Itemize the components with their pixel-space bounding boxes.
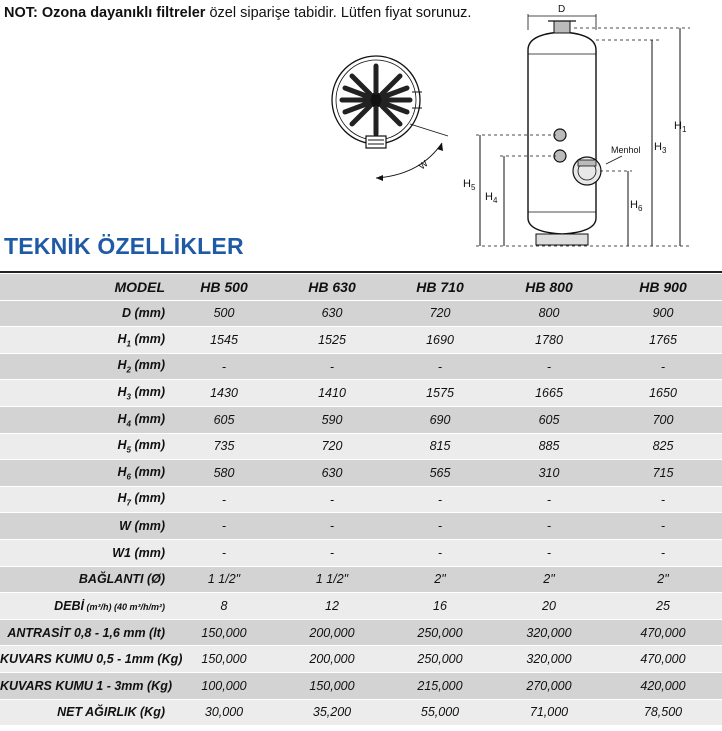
table-cell: 8 (170, 593, 278, 620)
row-label: $H_1$ (mm) (0, 327, 170, 354)
table-cell: 1 1/2" (278, 566, 386, 593)
label-menhol: Menhol (611, 145, 641, 155)
label-h5: $H_5$ (463, 178, 476, 192)
table-cell: 590 (278, 406, 386, 433)
table-cell: - (604, 353, 722, 380)
note-bold: NOT: Ozona dayanıklı filtreler (4, 5, 206, 21)
table-cell: 2" (386, 566, 494, 593)
table-cell: - (386, 353, 494, 380)
table-cell: 25 (604, 593, 722, 620)
table-cell: 470,000 (604, 646, 722, 673)
table-body (0, 300, 722, 726)
table-row (0, 593, 722, 620)
table-cell: 605 (170, 406, 278, 433)
row-label: $H_7$ (mm) (0, 486, 170, 513)
table-cell: 30,000 (170, 699, 278, 726)
row-label: ANTRASİT 0,8 - 1,6 mm (lt) (0, 619, 170, 646)
label-h3: $H_3$ (654, 141, 667, 155)
table-cell: 2" (604, 566, 722, 593)
table-cell: 815 (386, 433, 494, 460)
table-cell: - (604, 539, 722, 566)
table-row (0, 460, 722, 487)
header-model-4: HB 800 (494, 274, 604, 301)
table-cell: 16 (386, 593, 494, 620)
table-cell: 720 (278, 433, 386, 460)
table-row (0, 406, 722, 433)
table-cell: 55,000 (386, 699, 494, 726)
table-cell: 310 (494, 460, 604, 487)
header-model-5: HB 900 (604, 274, 722, 301)
table-cell: 470,000 (604, 619, 722, 646)
table-cell: 800 (494, 300, 604, 327)
table-cell: 1410 (278, 380, 386, 407)
table-cell: - (386, 513, 494, 540)
side-view-drawing (476, 14, 690, 246)
label-d: D (558, 4, 566, 15)
row-label: KUVARS KUMU 0,5 - 1mm (Kg) (0, 646, 170, 673)
table-cell: 720 (386, 300, 494, 327)
top-view-drawing (332, 56, 448, 181)
table-row (0, 327, 722, 354)
table-cell: 270,000 (494, 672, 604, 699)
table-cell: - (494, 486, 604, 513)
specs-table (0, 273, 722, 726)
table-cell: 825 (604, 433, 722, 460)
table-cell: 690 (386, 406, 494, 433)
row-label: W (mm) (0, 513, 170, 540)
table-cell: 900 (604, 300, 722, 327)
table-cell: 1575 (386, 380, 494, 407)
row-label: KUVARS KUMU 1 - 3mm (Kg) (0, 672, 170, 699)
table-cell: 71,000 (494, 699, 604, 726)
table-cell: - (494, 513, 604, 540)
row-label: NET AĞIRLIK (Kg) (0, 699, 170, 726)
table-cell: 885 (494, 433, 604, 460)
row-label: W1 (mm) (0, 539, 170, 566)
table-cell: 100,000 (170, 672, 278, 699)
row-label: $H_6$ (mm) (0, 460, 170, 487)
label-h1: $H_1$ (674, 120, 687, 134)
table-cell: 630 (278, 300, 386, 327)
table-cell: 1 1/2" (170, 566, 278, 593)
label-h6: $H_6$ (630, 199, 643, 213)
table-cell: 250,000 (386, 619, 494, 646)
label-w: W (416, 158, 430, 172)
table-cell: - (278, 539, 386, 566)
table-cell: 1690 (386, 327, 494, 354)
table-row (0, 646, 722, 673)
table-cell: - (170, 353, 278, 380)
filter-diagram (0, 0, 722, 260)
table-cell: - (278, 486, 386, 513)
table-cell: 700 (604, 406, 722, 433)
table-cell: 500 (170, 300, 278, 327)
row-label: $H_4$ (mm) (0, 406, 170, 433)
label-h4: $H_4$ (485, 191, 498, 205)
table-cell: - (170, 486, 278, 513)
table-cell: 150,000 (170, 619, 278, 646)
note-rest: özel siparişe tabidir. Lütfen fiyat sorunuz. (205, 5, 472, 21)
section-title: TEKNİK ÖZELLİKLER (4, 233, 244, 259)
row-label: $H_5$ (mm) (0, 433, 170, 460)
table-row (0, 619, 722, 646)
table-cell: 735 (170, 433, 278, 460)
row-label: DEBİ (m³/h) (40 m³/h/m²) (0, 593, 170, 620)
table-row (0, 566, 722, 593)
table-cell: - (170, 539, 278, 566)
table-cell: 1665 (494, 380, 604, 407)
table-cell: 35,200 (278, 699, 386, 726)
table-cell: 1525 (278, 327, 386, 354)
table-cell: - (278, 513, 386, 540)
table-cell: 565 (386, 460, 494, 487)
table-cell: 215,000 (386, 672, 494, 699)
header-model-3: HB 710 (386, 274, 494, 301)
table-cell: 1430 (170, 380, 278, 407)
table-cell: - (494, 353, 604, 380)
table-cell: 12 (278, 593, 386, 620)
header-model-label: MODEL (0, 274, 170, 301)
header-model-1: HB 500 (170, 274, 278, 301)
table-cell: 420,000 (604, 672, 722, 699)
table-cell: 20 (494, 593, 604, 620)
table-cell: - (170, 513, 278, 540)
table-row (0, 539, 722, 566)
table-cell: 1650 (604, 380, 722, 407)
table-cell: - (386, 486, 494, 513)
table-row (0, 353, 722, 380)
table-cell: 1780 (494, 327, 604, 354)
table-row (0, 699, 722, 726)
table-cell: 630 (278, 460, 386, 487)
table-cell: 1765 (604, 327, 722, 354)
table-cell: - (604, 486, 722, 513)
table-cell: 320,000 (494, 646, 604, 673)
header-model-2: HB 630 (278, 274, 386, 301)
table-cell: - (494, 539, 604, 566)
table-cell: - (278, 353, 386, 380)
table-row (0, 486, 722, 513)
table-cell: 250,000 (386, 646, 494, 673)
table-cell: 580 (170, 460, 278, 487)
table-cell: 200,000 (278, 646, 386, 673)
row-label: BAĞLANTI (Ø) (0, 566, 170, 593)
row-label: $H_2$ (mm) (0, 353, 170, 380)
table-row (0, 380, 722, 407)
table-cell: 320,000 (494, 619, 604, 646)
table-cell: 605 (494, 406, 604, 433)
table-cell: 1545 (170, 327, 278, 354)
table-cell: 78,500 (604, 699, 722, 726)
table-cell: 2" (494, 566, 604, 593)
row-label: $H_3$ (mm) (0, 380, 170, 407)
table-row (0, 513, 722, 540)
table-cell: 715 (604, 460, 722, 487)
table-cell: - (386, 539, 494, 566)
table-row (0, 300, 722, 327)
table-row (0, 433, 722, 460)
row-label: D (mm) (0, 300, 170, 327)
table-cell: 150,000 (278, 672, 386, 699)
table-cell: 150,000 (170, 646, 278, 673)
table-cell: 200,000 (278, 619, 386, 646)
table-header-row (0, 274, 722, 301)
table-cell: - (604, 513, 722, 540)
table-row (0, 672, 722, 699)
